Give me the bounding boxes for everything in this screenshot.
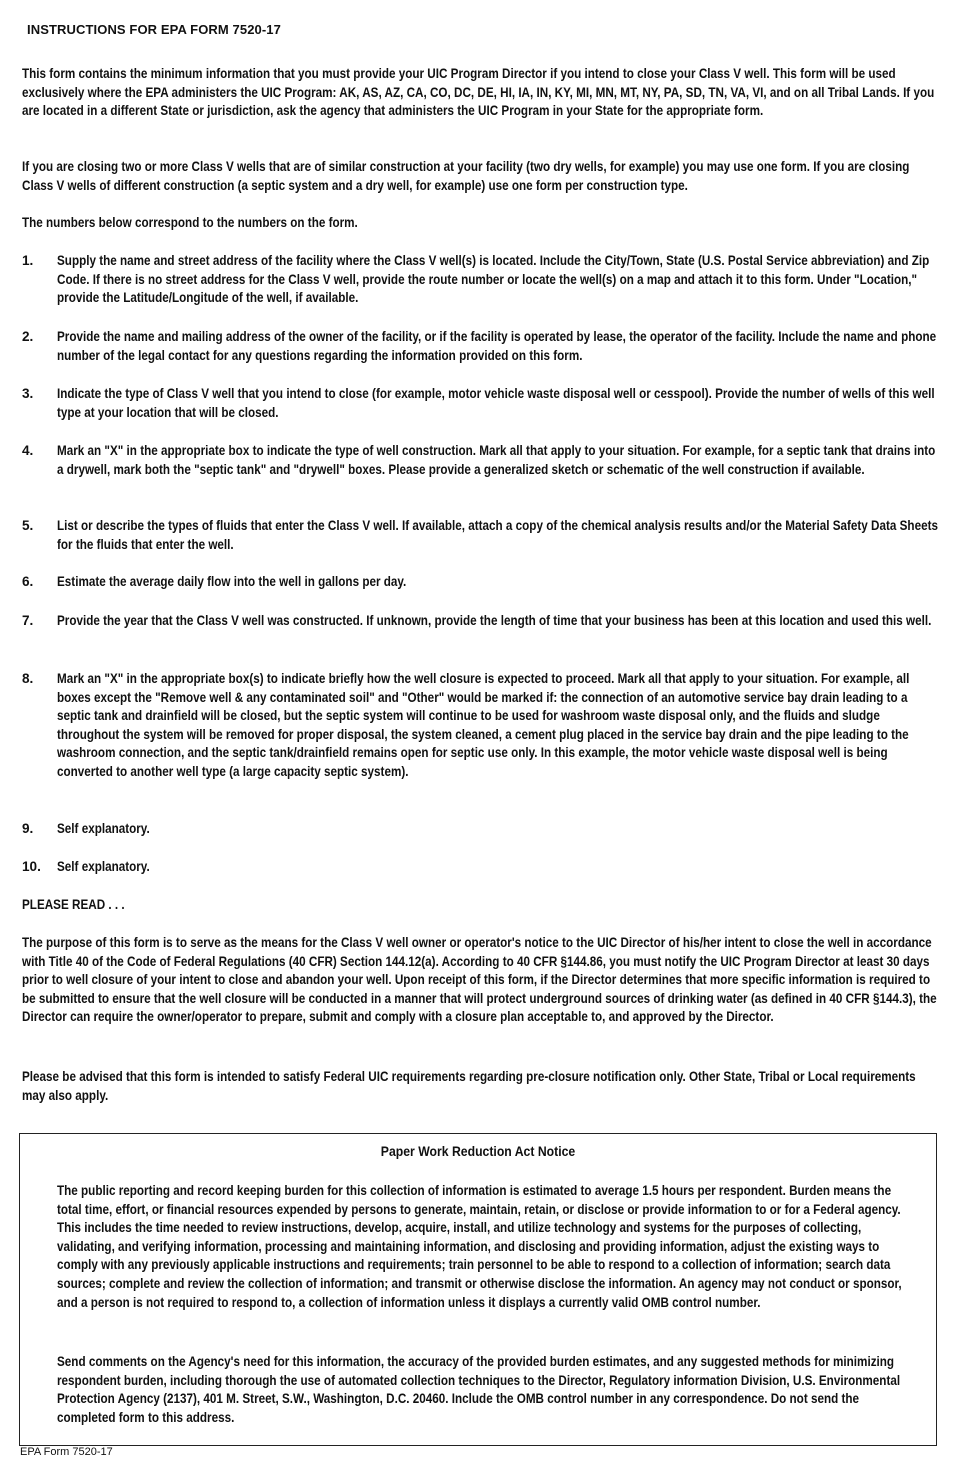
item-text: Provide the name and mailing address of the owner of the facility, or if the facility is operated by lease, the operator of the facility. Include the name and phone number of the legal contact for any questions regarding the information provided on this form. — [57, 329, 937, 363]
paperwork-notice-box — [19, 1133, 937, 1446]
form-footer: EPA Form 7520-17 — [20, 1446, 113, 1458]
notice-paragraph-2: Send comments on the Agency's need for this information, the accuracy of the provided burden estimates, and any suggested methods for minimizing respondent burden, including thorough the use of automated collection techniques to the Director, Regulatory information Division, U.S. Environmental Protection Agency (2137), 401 M. Street, S.W., Washington, D.C. 20460. Include the OMB control number in any correspondence. Do not send the completed form to this address. — [57, 1354, 901, 1425]
purpose-paragraph: The purpose of this form is to serve as the means for the Class V well owner or operator's notice to the UIC Director of his/her intent to close the well in accordance with Title 40 of the Code of Federal Regulations (40 CFR) Section 144.12(a). According to 40 CFR §144.86, you must notify the UIC Program Director at least 30 days prior to well closure of your intent to close and abandon your well. Upon receipt of this form, if the Director determines that more specific information is required to be submitted to ensure that the well closure will be conducted in a manner that will protect underground sources of drinking water (as defined in 40 CFR §144.3), the Director can require the owner/operator to prepare, submit and comply with a closure plan acceptable to, and approved by the Director. — [22, 935, 937, 1025]
item-number: 7. — [22, 613, 34, 628]
intro-paragraph-2: If you are closing two or more Class V wells that are of similar construction at your facility (two dry wells, for example) you may use one form. If you are closing Class V wells of different construction (a septic system and a dry well, for example) use one form per construction type. — [22, 159, 910, 193]
item-text: Self explanatory. — [57, 859, 150, 874]
item-number: 6. — [22, 574, 34, 589]
document-title: INSTRUCTIONS FOR EPA FORM 7520-17 — [27, 22, 281, 37]
intro-paragraph-3: The numbers below correspond to the numbers on the form. — [22, 215, 358, 230]
item-number: 2. — [22, 329, 34, 344]
item-text: Estimate the average daily flow into the well in gallons per day. — [57, 574, 407, 589]
item-text: List or describe the types of fluids that enter the Class V well. If available, attach a copy of the chemical analysis results and/or the Material Safety Data Sheets for the fluids that enter the well. — [57, 518, 938, 552]
intro-paragraph-1: This form contains the minimum information that you must provide your UIC Program Director if you intend to close your Class V well. This form will be used exclusively where the EPA administers the UIC Program: AK, AS, AZ, CA, CO, DC, DE, HI, IA, IN, KY, MI, MN, MT, NY, PA, SD, TN, VA, VI, and on all Tribal Lands. If you are located in a different State or jurisdiction, ask the agency that administers the UIC Program in your State for the appropriate form. — [22, 66, 935, 119]
item-number: 5. — [22, 518, 34, 533]
please-read-heading: PLEASE READ . . . — [22, 897, 125, 912]
item-number: 10. — [22, 859, 41, 874]
notice-title: Paper Work Reduction Act Notice — [380, 1144, 576, 1159]
item-text: Mark an "X" in the appropriate box(s) to indicate briefly how the well closure is expected to proceed. Mark all that apply to your situation. For example, all boxes except the "Remove well & any contaminated soil" and "Other" would be marked if: the connection of an automotive service bay drain leading to a septic tank and drainfield will be closed, but the septic system will continue to be used for washroom waste disposal only, and the fluids and sludge throughout the system will be removed for proper disposal, the system cleaned, a cement plug placed in the service bay drain and the pipe leading to the washroom connection, and the septic tank/drainfield remains open for septic use only. In this example, the motor vehicle waste disposal well is being converted to another well type (a large capacity septic system). — [57, 671, 910, 779]
item-text: Self explanatory. — [57, 821, 150, 836]
item-number: 3. — [22, 386, 34, 401]
item-number: 8. — [22, 671, 34, 686]
item-text: Provide the year that the Class V well was constructed. If unknown, provide the length of time that your business has been at this location and used this well. — [57, 613, 932, 628]
item-text: Indicate the type of Class V well that you intend to close (for example, motor vehicle waste disposal well or cesspool). Provide the number of wells of this well type at your location that will be closed. — [57, 386, 935, 420]
item-number: 4. — [22, 443, 34, 458]
item-text: Supply the name and street address of the facility where the Class V well(s) is located. Include the City/Town, State (U.S. Postal Service abbreviation) and Zip Code. If there is no street address for the Class V well, provide the route number or locate the well(s) on a map and attach it to this form. Under "Location," provide the Latitude/Longitude of the well, if available. — [57, 253, 930, 306]
notice-paragraph-1: The public reporting and record keeping burden for this collection of information is estimated to average 1.5 hours per respondent. Burden means the total time, effort, or financial resources expended by persons to generate, maintain, retain, or disclose or provide information to or for a Federal agency. This includes the time needed to review instructions, develop, acquire, install, and utilize technology and systems for the purposes of collecting, validating, and verifying information, processing and maintaining information, and disclosing and providing information, adjust the existing ways to comply with any previously applicable instructions and requirements; train personnel to be able to respond to a collection of information; search data sources; complete and review the collection of information; and transmit or otherwise disclose the information. An agency may not conduct or sponsor, and a person is not required to respond to, a collection of information unless it displays a currently valid OMB control number. — [57, 1183, 902, 1310]
item-number: 9. — [22, 821, 34, 836]
advisory-paragraph: Please be advised that this form is intended to satisfy Federal UIC requirements regarding pre-closure notification only. Other State, Tribal or Local requirements may also apply. — [22, 1069, 916, 1103]
item-text: Mark an "X" in the appropriate box to indicate the type of well construction. Mark all that apply to your situation. For example, for a septic tank that drains into a drywell, mark both the "septic tank" and "drywell" boxes. Please provide a generalized sketch or schematic of the well construction if available. — [57, 443, 936, 477]
item-number: 1. — [22, 253, 34, 268]
